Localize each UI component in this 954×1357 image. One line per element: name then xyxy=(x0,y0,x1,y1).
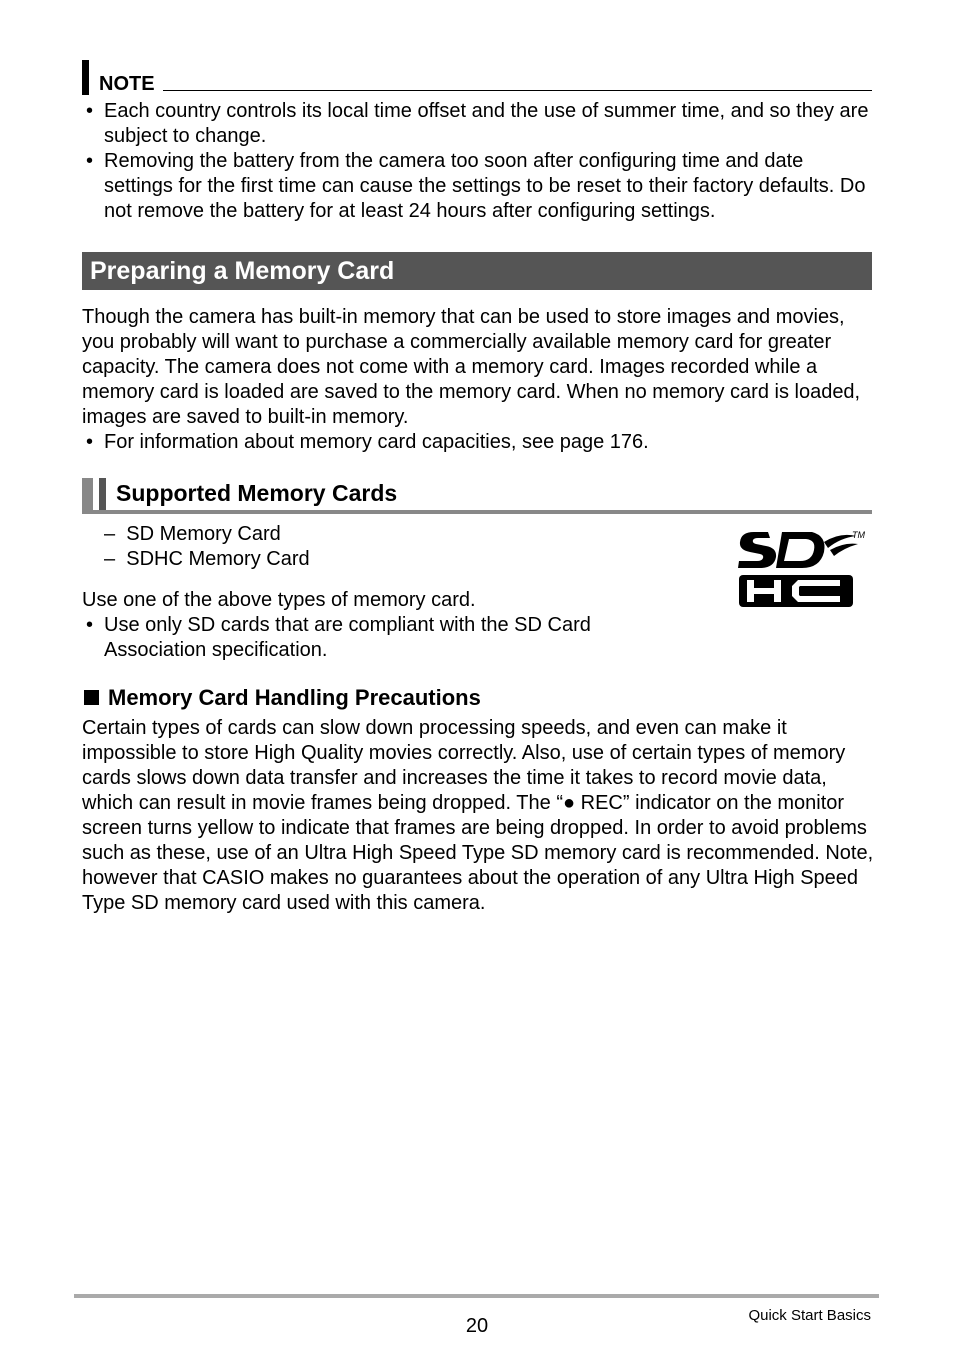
precautions-heading: Memory Card Handling Precautions xyxy=(84,684,481,711)
logo-tm: TM xyxy=(852,530,865,540)
section-bullet: • For information about memory card capacities, see page 176. xyxy=(86,431,649,453)
bullet-dot: • xyxy=(86,614,94,636)
dash-glyph: – xyxy=(104,548,127,570)
note-marker xyxy=(82,60,89,95)
section-intro: Though the camera has built-in memory that can be used to store images and movies, you probably will want to purchase a commercially available memory card for greater capacity. The camera does not come with a memory card. Images recorded while a memory card is loaded are saved to the memory card. When no memory card is loaded, images are saved to built-in memory. xyxy=(82,306,861,428)
card-type-item: – SDHC Memory Card xyxy=(104,548,310,570)
precautions-body: Certain types of cards can slow down processing speeds, and even can make it impossible to store High Quality movies correctly. Also, use of certain types of memory cards slows down data transfer and increases the time it takes to record movie data, which can result in movie frames being dropped. The “● REC” indicator on the monitor screen turns yellow to indicate that frames are being dropped. In order to avoid problems such as these, use of an Ultra High Speed Type SD memory card is recommended. Note, however that CASIO makes no guarantees about the operation of any Ultra High Speed Type SD memory card used with this camera. xyxy=(82,717,874,914)
card-type-list xyxy=(104,522,310,572)
supported-bullets xyxy=(82,613,642,663)
section-title: Preparing a Memory Card xyxy=(90,257,395,285)
subsection-title: Supported Memory Cards xyxy=(116,480,398,506)
note-item: • Each country controls its local time offset and the use of summer time, and so they are subject to change. xyxy=(86,100,869,147)
use-text: Use one of the above types of memory card. xyxy=(82,589,476,611)
page-number: 20 xyxy=(465,1315,489,1337)
section-bullets xyxy=(82,430,872,455)
square-bullet-icon xyxy=(84,690,99,705)
subsection-rule xyxy=(82,510,872,514)
footer-rule xyxy=(74,1294,879,1298)
subsection-marker-dark xyxy=(99,478,106,511)
supported-bullet: • Use only SD cards that are compliant with the SD Card Association specification. xyxy=(86,614,591,661)
bullet-dot: • xyxy=(86,150,94,172)
card-type-item: – SD Memory Card xyxy=(104,523,281,545)
note-label: NOTE xyxy=(99,73,155,95)
bullet-dot: • xyxy=(86,431,94,453)
subsection-marker-light xyxy=(82,478,93,511)
note-rule xyxy=(163,90,872,91)
note-item: • Removing the battery from the camera too soon after configuring time and date settings for the first time can cause the settings to be reset to their factory defaults. Do not remove the battery for at least 24 hours after configuring settings. xyxy=(86,150,866,222)
chapter-title: Quick Start Basics xyxy=(748,1307,871,1324)
bullet-dot: • xyxy=(86,100,94,122)
note-list xyxy=(82,99,872,224)
dash-glyph: – xyxy=(104,523,127,545)
sdhc-logo-icon xyxy=(736,528,868,608)
